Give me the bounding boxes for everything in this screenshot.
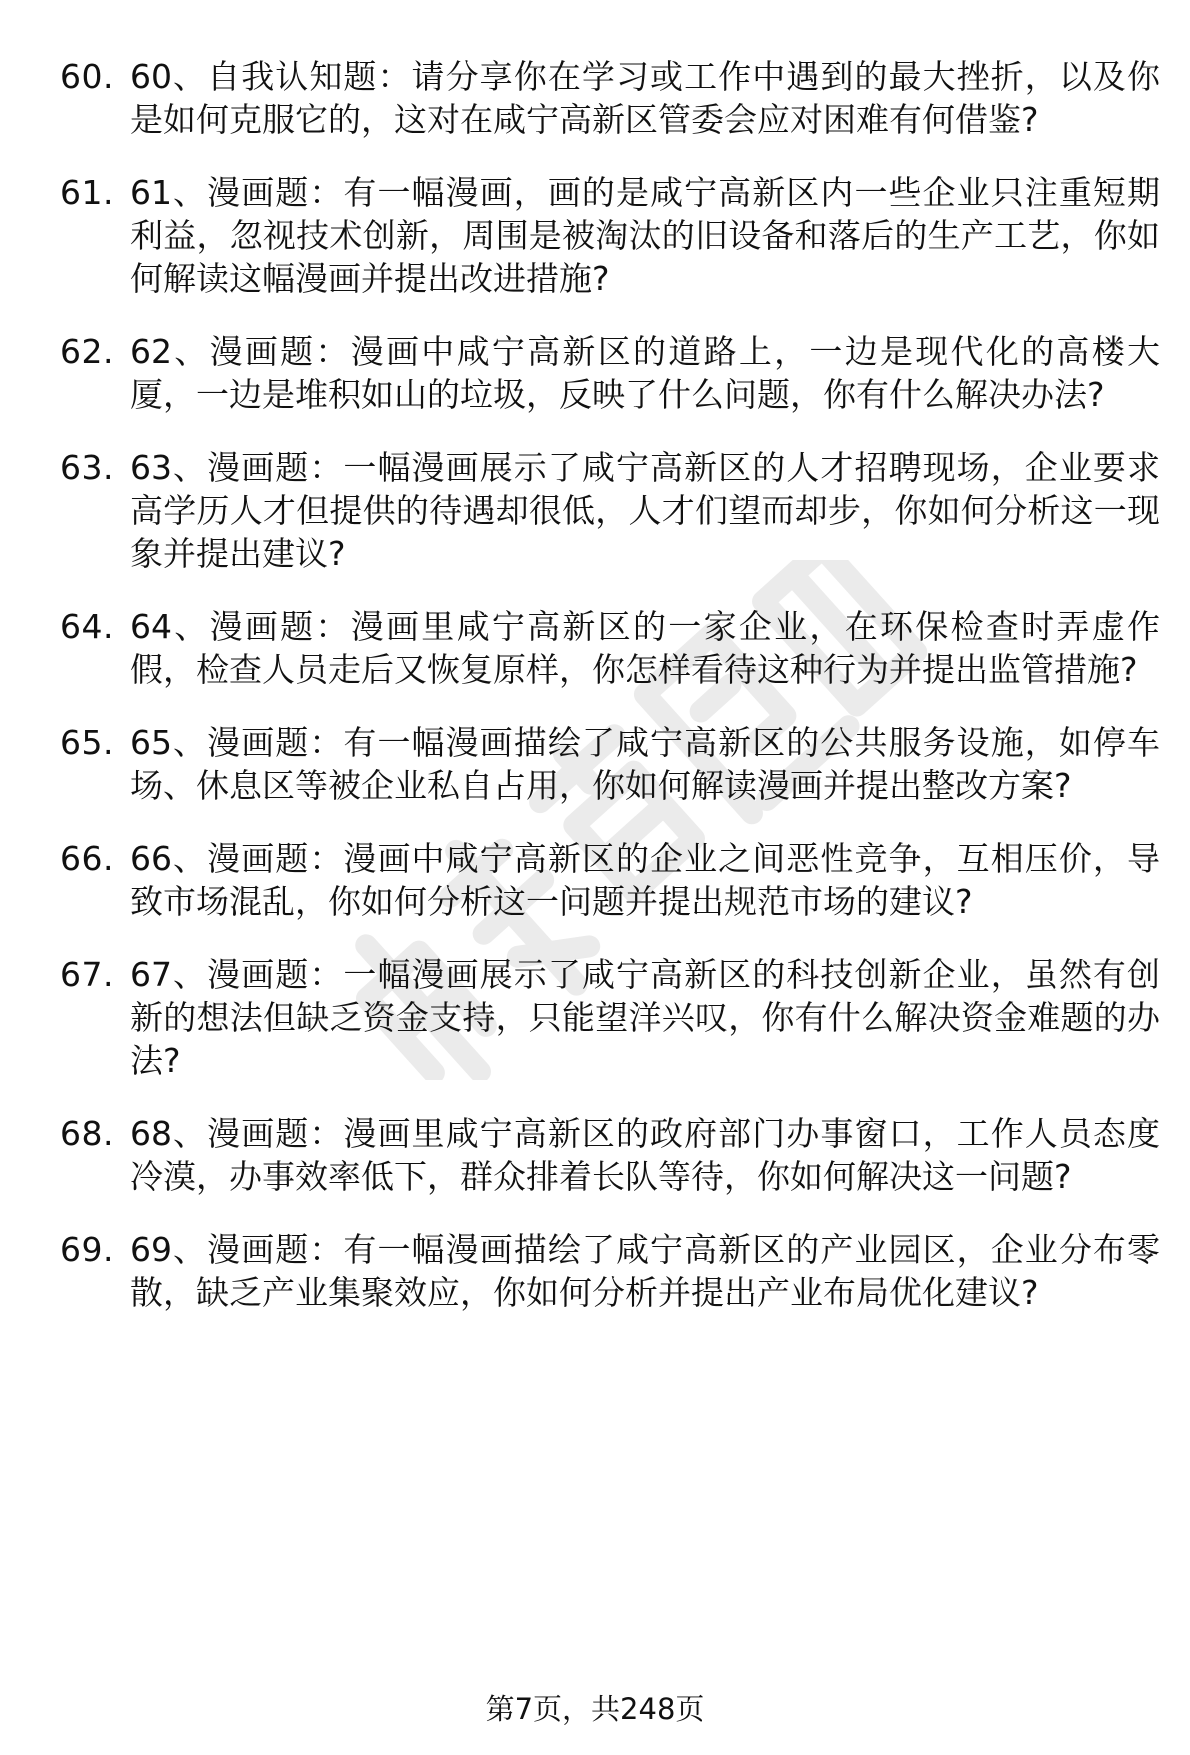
question-number: 62. [60, 332, 114, 371]
question-text: 68、漫画题：漫画里咸宁高新区的政府部门办事窗口，工作人员态度冷漠，办事效率低下，群众排着长队等待，你如何解决这一问题? [130, 1114, 1160, 1196]
question-text: 60、自我认知题：请分享你在学习或工作中遇到的最大挫折，以及你是如何克服它的，这对在咸宁高新区管委会应对困难有何借鉴? [130, 57, 1160, 139]
question-text: 62、漫画题：漫画中咸宁高新区的道路上，一边是现代化的高楼大厦，一边是堆积如山的垃圾，反映了什么问题，你有什么解决办法? [130, 332, 1160, 414]
question-item-63 [60, 446, 1160, 575]
question-item-67 [60, 953, 1160, 1082]
question-number: 67. [60, 955, 114, 994]
question-text: 65、漫画题：有一幅漫画描绘了咸宁高新区的公共服务设施，如停车场、休息区等被企业私自占用，你如何解读漫画并提出整改方案? [130, 723, 1160, 805]
question-number: 66. [60, 839, 114, 878]
question-number: 68. [60, 1114, 114, 1153]
question-text: 61、漫画题：有一幅漫画，画的是咸宁高新区内一些企业只注重短期利益，忽视技术创新，周围是被淘汰的旧设备和落后的生产工艺，你如何解读这幅漫画并提出改进措施? [130, 173, 1160, 298]
question-text: 63、漫画题：一幅漫画展示了咸宁高新区的人才招聘现场，企业要求高学历人才但提供的待遇却很低，人才们望而却步，你如何分析这一现象并提出建议? [130, 448, 1160, 573]
question-item-61 [60, 171, 1160, 300]
page-number-footer: 第7页，共248页 [485, 1692, 705, 1726]
question-item-65 [60, 721, 1160, 807]
question-text: 67、漫画题：一幅漫画展示了咸宁高新区的科技创新企业，虽然有创新的想法但缺乏资金支持，只能望洋兴叹，你有什么解决资金难题的办法? [130, 955, 1160, 1080]
question-text: 64、漫画题：漫画里咸宁高新区的一家企业，在环保检查时弄虚作假，检查人员走后又恢复原样，你怎样看待这种行为并提出监管措施? [130, 607, 1160, 689]
question-text: 69、漫画题：有一幅漫画描绘了咸宁高新区的产业园区，企业分布零散，缺乏产业集聚效应，你如何分析并提出产业布局优化建议? [130, 1230, 1160, 1312]
question-number: 64. [60, 607, 114, 646]
question-list [60, 55, 1160, 1344]
question-number: 63. [60, 448, 114, 487]
question-item-62 [60, 330, 1160, 416]
question-number: 69. [60, 1230, 114, 1269]
question-number: 65. [60, 723, 114, 762]
question-item-68 [60, 1112, 1160, 1198]
question-text: 66、漫画题：漫画中咸宁高新区的企业之间恶性竞争，互相压价，导致市场混乱，你如何分析这一问题并提出规范市场的建议? [130, 839, 1160, 921]
question-item-60 [60, 55, 1160, 141]
question-number: 61. [60, 173, 114, 212]
question-item-64 [60, 605, 1160, 691]
question-number: 60. [60, 57, 114, 96]
question-item-66 [60, 837, 1160, 923]
question-item-69 [60, 1228, 1160, 1314]
